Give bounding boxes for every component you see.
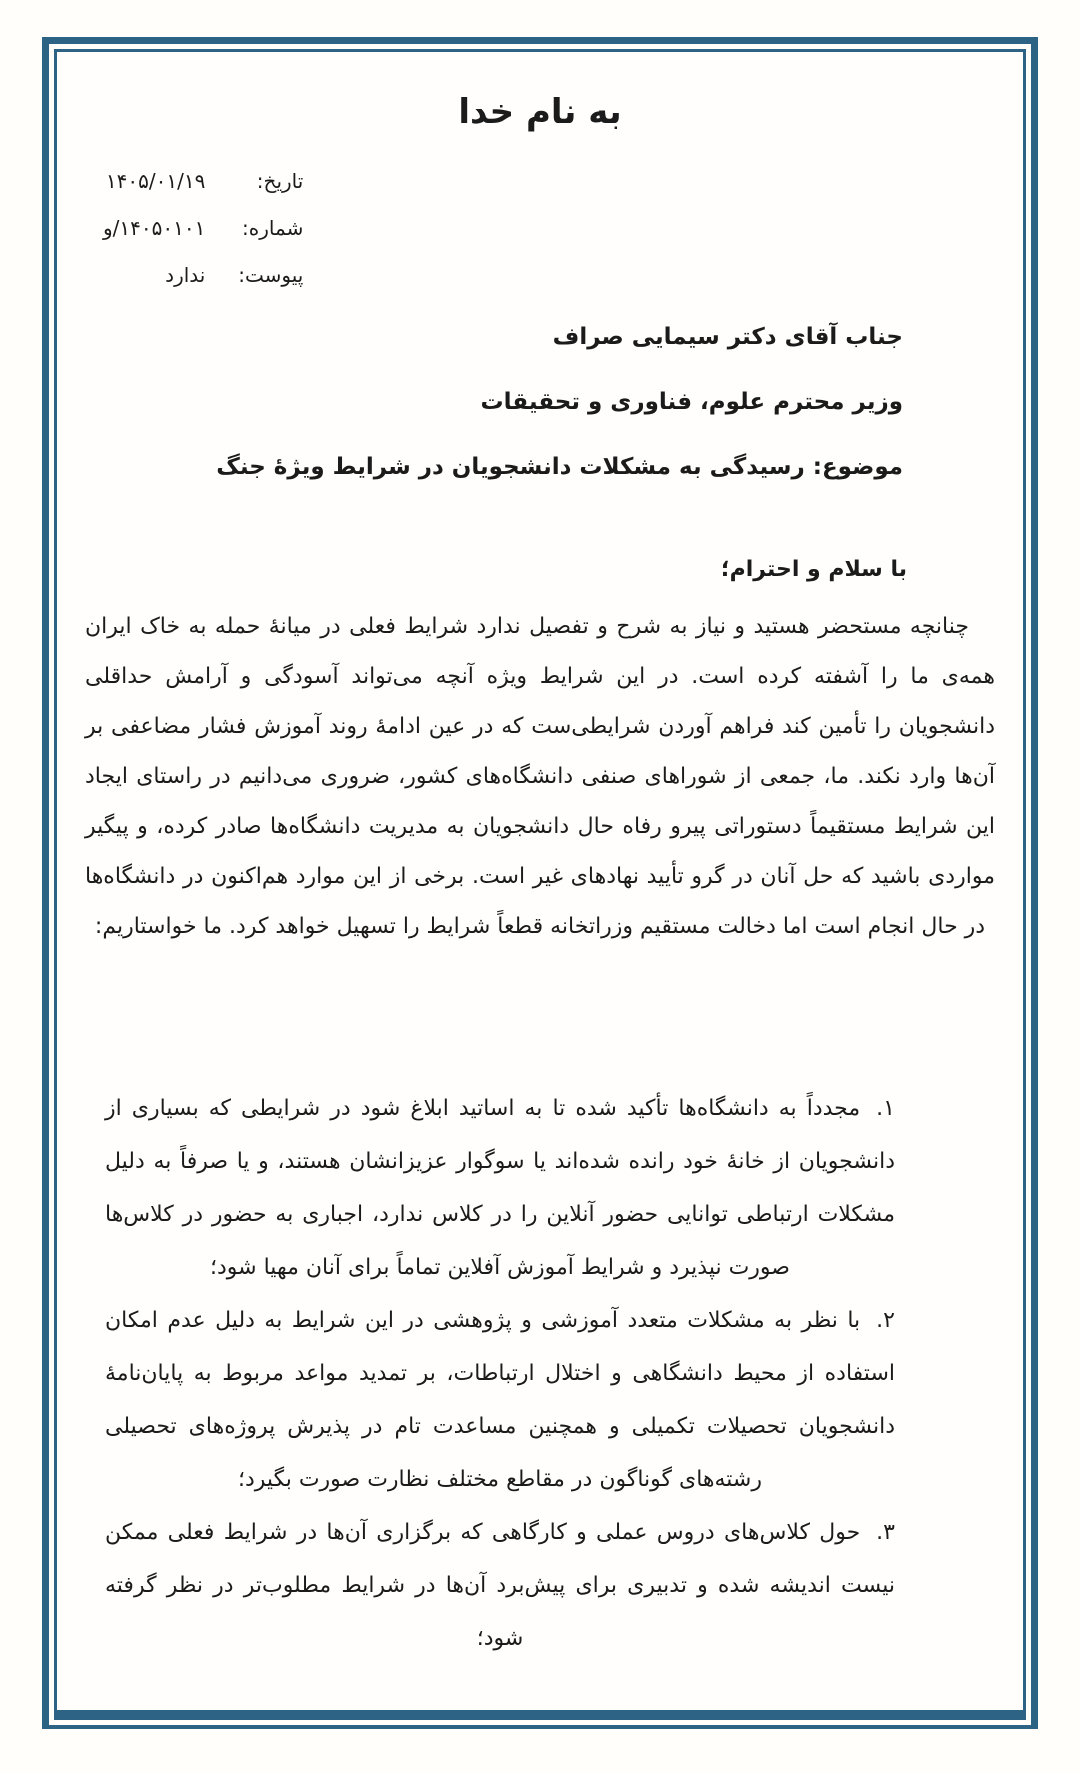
list-item-text (105, 1294, 895, 1506)
number-value: ۱۴۰۵۰۱۰۱/و (103, 216, 206, 240)
item-body: حول کلاس‌های دروس عملی و کارگاهی که برگزاری آن‌ها در شرایط فعلی ممکن نیست اندیشه شده و تدبیری برای پیش‌برد آن‌ها در شرایط مطلوب‌تر در نظر گرفته شود؛ (105, 1520, 895, 1651)
list-item (105, 1294, 895, 1506)
attachment-label: پیوست: (238, 263, 304, 287)
page-border-inner (54, 49, 1026, 1720)
meta-row-attachment (103, 252, 303, 299)
meta-row-date (103, 158, 303, 205)
subject-line: موضوع: رسیدگی به مشکلات دانشجویان در شرایط ویژهٔ جنگ (216, 454, 903, 480)
item-number: ۱. (876, 1096, 895, 1121)
attachment-value: ندارد (165, 263, 206, 287)
item-number: ۳. (876, 1520, 895, 1545)
list-item (105, 1506, 895, 1665)
meta-row-number (103, 205, 303, 252)
letter-title: به نام خدا (458, 92, 622, 132)
recipient-title: وزیر محترم علوم، فناوری و تحقیقات (480, 389, 903, 415)
list-item (105, 1082, 895, 1294)
date-label: تاریخ: (256, 169, 304, 193)
letter-content (57, 52, 1023, 1710)
recipient-name: جناب آقای دکتر سیمایی صراف (552, 324, 903, 350)
list-item-text (105, 1082, 895, 1294)
number-label: شماره: (242, 216, 304, 240)
request-list (85, 1082, 995, 1665)
list-item-text (105, 1506, 895, 1665)
item-body: با نظر به مشکلات متعدد آموزشی و پژوهشی در این شرایط به دلیل عدم امکان استفاده از محیط دانشگاهی و اختلال ارتباطات، بر تمدید مواعد مربوط به پایان‌نامهٔ دانشجویان تحصیلات تکمیلی و همچنین مساعدت تام در پذیرش پروژه‌های تحصیلی رشته‌های گوناگون در مقاطع مختلف نظارت صورت بگیرد؛ (105, 1308, 895, 1492)
body-paragraph: چنانچه مستحضر هستید و نیاز به شرح و تفصیل ندارد شرایط فعلی در میانهٔ حمله به خاک ایران همه‌ی ما را آشفته کرده است. در این شرایط ویژه آنچه می‌تواند آسودگی و آرامش حداقلی دانشجویان را تأمین کند فراهم آوردن شرایطی‌ست که در عین ادامهٔ روند آموزش فشار مضاعفی بر آن‌ها وارد نکند. ما، جمعی از شوراهای صنفی دانشگاه‌های کشور، ضروری می‌دانیم در راستای ایجاد این شرایط مستقیماً دستوراتی پیرو رفاه حال دانشجویان به مدیریت دانشگاه‌ها صادر کرده، و پیگیر مواردی باشید که حل آنان در گرو تأیید نهادهای غیر است. برخی از این موارد هم‌اکنون در دانشگاه‌ها در حال انجام است اما دخالت مستقیم وزراتخانه قطعاً شرایط را تسهیل خواهد کرد. ما خواستاریم: (85, 614, 995, 939)
item-body: مجدداً به دانشگاه‌ها تأکید شده تا به اساتید ابلاغ شود در شرایطی که بسیاری از دانشجویان از خانهٔ خود رانده شده‌اند یا سوگوار عزیزانشان هستند، و یا صرفاً به دلیل مشکلات ارتباطی توانایی حضور آنلاین را در کلاس ندارد، اجباری به حضور در کلاس‌ها صورت نپذیرد و شرایط آموزش آفلاین تماماً برای آنان مهیا شود؛ (105, 1096, 895, 1280)
item-number: ۲. (876, 1308, 895, 1333)
salutation: با سلام و احترام؛ (720, 557, 907, 582)
date-value: ۱۴۰۵/۰۱/۱۹ (105, 169, 206, 193)
letter-meta-block (103, 158, 303, 299)
recipient-block (85, 305, 995, 500)
page-border-outer (42, 37, 1038, 1729)
